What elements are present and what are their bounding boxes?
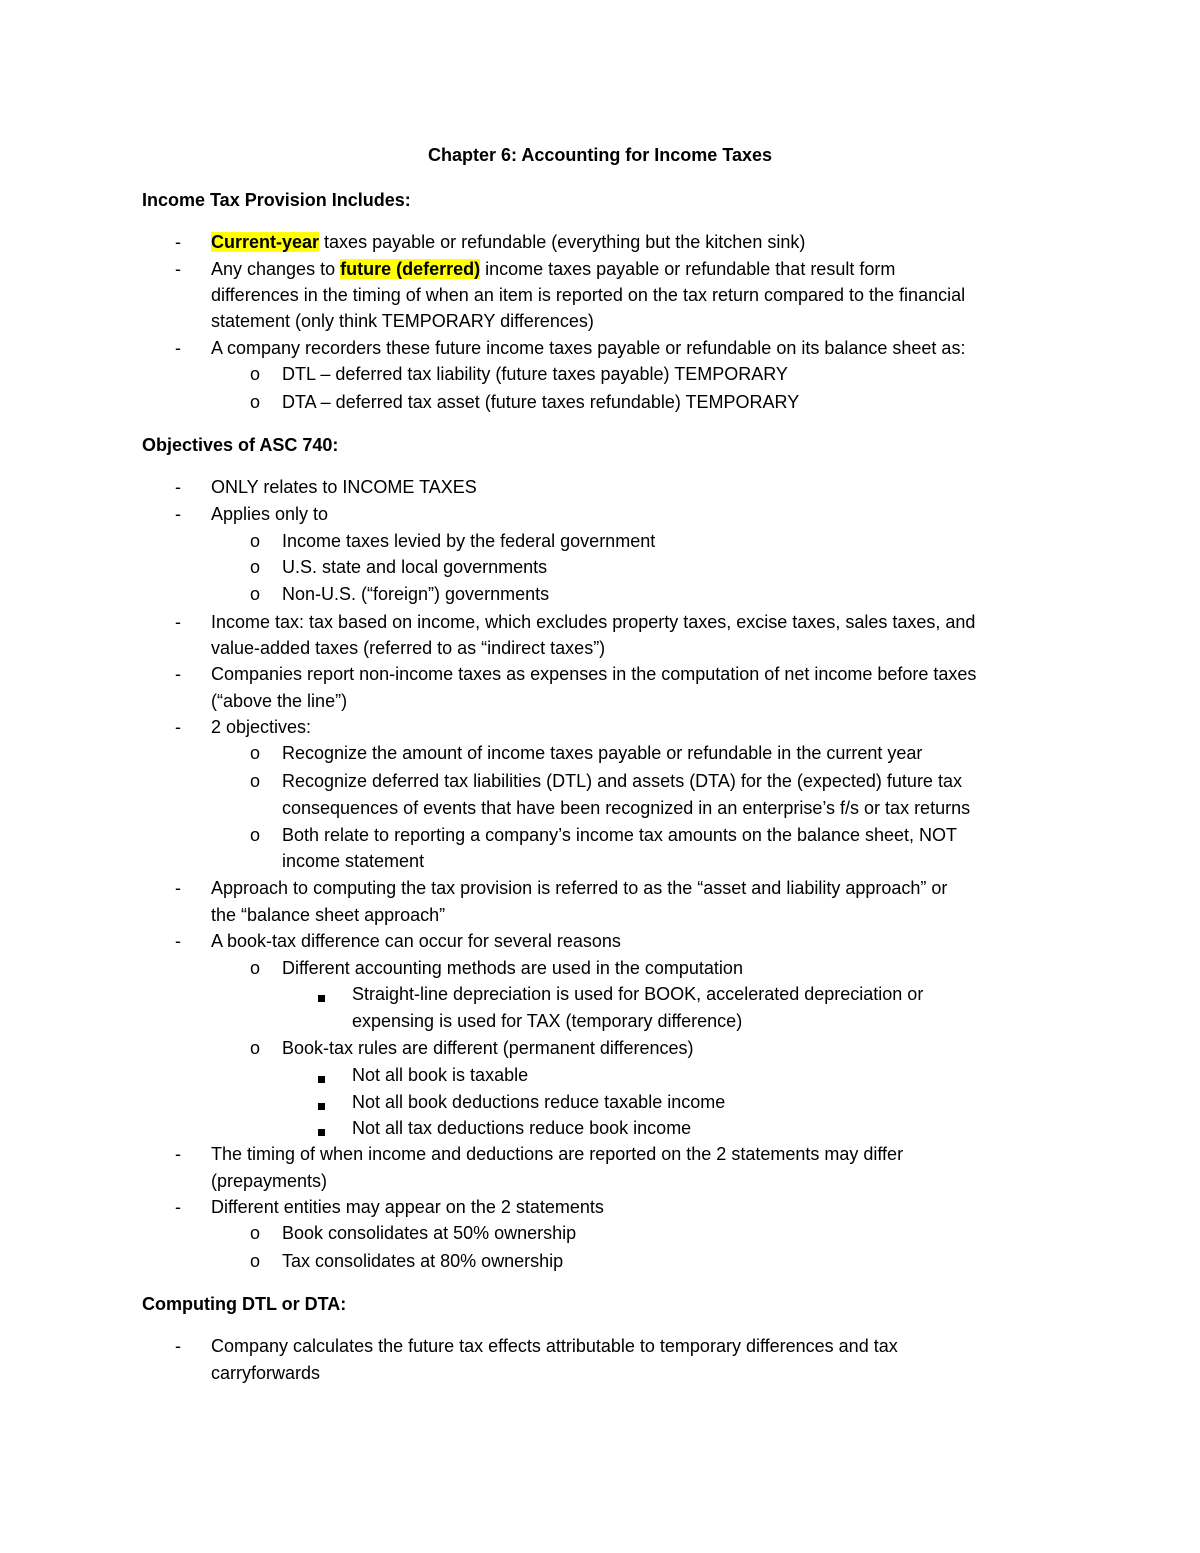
list-item: Income tax: tax based on income, which excludes property taxes, excise taxes, sales taxes, and bbox=[211, 612, 976, 632]
dash-bullet: - bbox=[175, 931, 181, 951]
page-title: Chapter 6: Accounting for Income Taxes bbox=[427, 145, 773, 165]
list-item: A company recorders these future income taxes payable or refundable on its balance sheet as: bbox=[211, 338, 966, 358]
section-heading-objectives: Objectives of ASC 740: bbox=[142, 435, 339, 455]
list-item-continuation: carryforwards bbox=[211, 1363, 321, 1383]
circle-bullet: o bbox=[250, 958, 261, 978]
sub-list-item: Recognize the amount of income taxes payable or refundable in the current year bbox=[282, 743, 923, 763]
circle-bullet: o bbox=[250, 392, 261, 412]
dash-bullet: - bbox=[175, 338, 181, 358]
list-item: ONLY relates to INCOME TAXES bbox=[211, 477, 477, 497]
sub-list-item: Different accounting methods are used in the computation bbox=[282, 958, 743, 978]
circle-bullet: o bbox=[250, 557, 261, 577]
list-item-continuation: (“above the line”) bbox=[211, 691, 348, 711]
dash-bullet: - bbox=[175, 664, 181, 684]
sub-list-item-continuation: income statement bbox=[282, 851, 425, 871]
list-item: 2 objectives: bbox=[211, 717, 312, 737]
list-item: Approach to computing the tax provision is referred to as the “asset and liability approach” or bbox=[211, 878, 948, 898]
square-bullet-icon bbox=[318, 1119, 325, 1141]
sub-list-item: DTL – deferred tax liability (future taxes payable) TEMPORARY bbox=[282, 364, 788, 384]
circle-bullet: o bbox=[250, 1223, 261, 1243]
dash-bullet: - bbox=[175, 878, 181, 898]
list-item: Any changes to future (deferred) income taxes payable or refundable that result form bbox=[211, 259, 896, 279]
circle-bullet: o bbox=[250, 531, 261, 551]
circle-bullet: o bbox=[250, 364, 261, 384]
square-bullet-icon bbox=[318, 1093, 325, 1115]
dash-bullet: - bbox=[175, 259, 181, 279]
dash-bullet: - bbox=[175, 477, 181, 497]
sub-list-item: Book-tax rules are different (permanent differences) bbox=[282, 1038, 694, 1058]
list-item: The timing of when income and deductions are reported on the 2 statements may differ bbox=[211, 1144, 904, 1164]
list-item: Applies only to bbox=[211, 504, 329, 524]
list-item: A book-tax difference can occur for several reasons bbox=[211, 931, 621, 951]
sub-sub-list-item: Not all book deductions reduce taxable income bbox=[352, 1092, 726, 1112]
dash-bullet: - bbox=[175, 1336, 181, 1356]
sub-list-item: U.S. state and local governments bbox=[282, 557, 548, 577]
circle-bullet: o bbox=[250, 1038, 261, 1058]
square-bullet-icon bbox=[318, 985, 325, 1007]
dash-bullet: - bbox=[175, 1144, 181, 1164]
sub-list-item: Recognize deferred tax liabilities (DTL) and assets (DTA) for the (expected) future tax bbox=[282, 771, 962, 791]
list-item-continuation: value-added taxes (referred to as “indirect taxes”) bbox=[211, 638, 606, 658]
circle-bullet: o bbox=[250, 584, 261, 604]
list-item-continuation: statement (only think TEMPORARY differences) bbox=[211, 311, 594, 331]
circle-bullet: o bbox=[250, 1251, 261, 1271]
highlighted-term: Current-year bbox=[211, 232, 320, 252]
sub-list-item: Income taxes levied by the federal government bbox=[282, 531, 656, 551]
list-item: Companies report non-income taxes as expenses in the computation of net income before taxes bbox=[211, 664, 977, 684]
sub-list-item: Book consolidates at 50% ownership bbox=[282, 1223, 577, 1243]
list-item-continuation: the “balance sheet approach” bbox=[211, 905, 446, 925]
section-heading-computing: Computing DTL or DTA: bbox=[142, 1294, 347, 1314]
sub-list-item: Both relate to reporting a company’s income tax amounts on the balance sheet, NOT bbox=[282, 825, 958, 845]
sub-sub-list-item: Not all tax deductions reduce book income bbox=[352, 1118, 692, 1138]
list-item-continuation: differences in the timing of when an item is reported on the tax return compared to the financial bbox=[211, 285, 966, 305]
dash-bullet: - bbox=[175, 717, 181, 737]
circle-bullet: o bbox=[250, 743, 261, 763]
square-bullet-icon bbox=[318, 1066, 325, 1088]
sub-list-item: Non-U.S. (“foreign”) governments bbox=[282, 584, 550, 604]
sub-list-item: Tax consolidates at 80% ownership bbox=[282, 1251, 564, 1271]
dash-bullet: - bbox=[175, 612, 181, 632]
list-item: Company calculates the future tax effects attributable to temporary differences and tax bbox=[211, 1336, 898, 1356]
list-item: Different entities may appear on the 2 statements bbox=[211, 1197, 604, 1217]
section-heading-provision: Income Tax Provision Includes: bbox=[142, 190, 411, 210]
sub-sub-list-item-continuation: expensing is used for TAX (temporary difference) bbox=[352, 1011, 743, 1031]
sub-sub-list-item: Straight-line depreciation is used for BOOK, accelerated depreciation or bbox=[352, 984, 924, 1004]
sub-list-item-continuation: consequences of events that have been recognized in an enterprise’s f/s or tax returns bbox=[282, 798, 971, 818]
sub-list-item: DTA – deferred tax asset (future taxes refundable) TEMPORARY bbox=[282, 392, 800, 412]
circle-bullet: o bbox=[250, 825, 261, 845]
list-item: Current-year taxes payable or refundable (everything but the kitchen sink) bbox=[211, 232, 806, 252]
list-item-continuation: (prepayments) bbox=[211, 1171, 328, 1191]
circle-bullet: o bbox=[250, 771, 261, 791]
highlighted-term: future (deferred) bbox=[340, 259, 481, 279]
dash-bullet: - bbox=[175, 1197, 181, 1217]
dash-bullet: - bbox=[175, 504, 181, 524]
sub-sub-list-item: Not all book is taxable bbox=[352, 1065, 529, 1085]
dash-bullet: - bbox=[175, 232, 181, 252]
